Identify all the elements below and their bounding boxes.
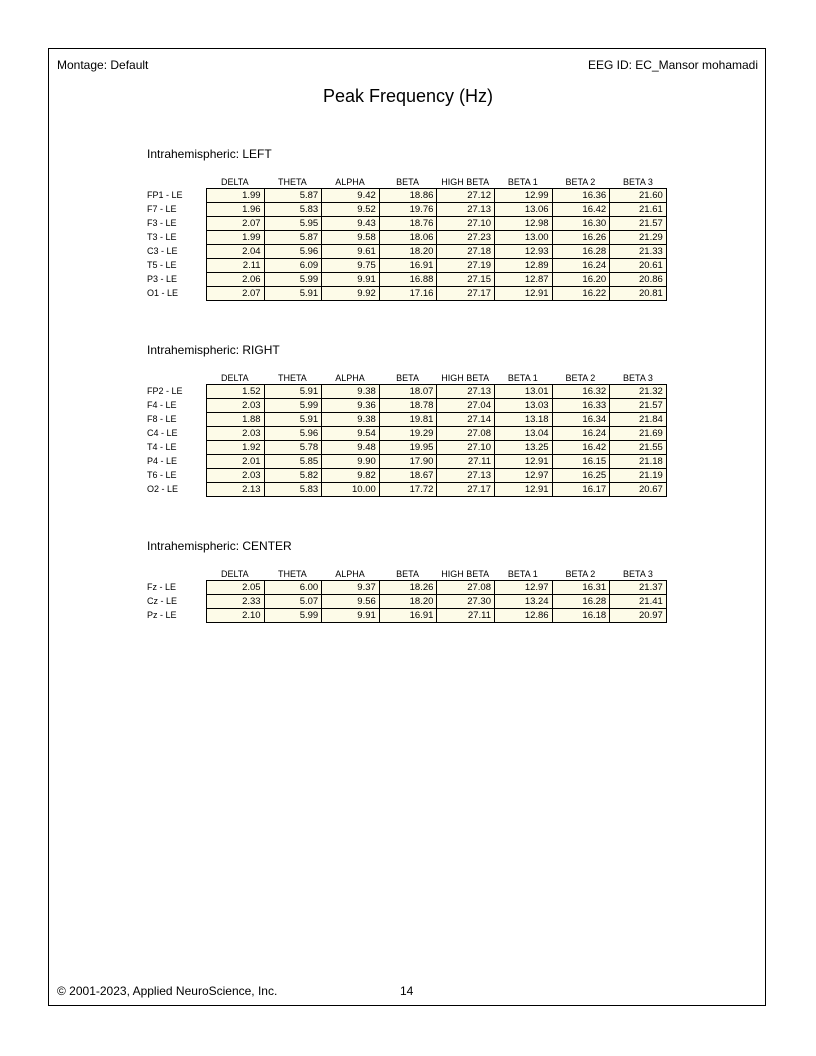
table-row (147, 286, 687, 300)
table-cell: 2.04 (206, 244, 264, 258)
row-label: Cz - LE (147, 596, 178, 606)
table-cell: 9.54 (321, 426, 379, 440)
table-cell: 2.07 (206, 216, 264, 230)
table-cell: 9.56 (321, 594, 379, 608)
table-cell: 9.75 (321, 258, 379, 272)
table-cell: 27.13 (436, 468, 494, 482)
row-label: T5 - LE (147, 260, 177, 270)
column-header: BETA 1 (507, 177, 538, 187)
table-cell: 13.04 (494, 426, 552, 440)
table-cell: 18.67 (379, 468, 437, 482)
column-header: THETA (277, 569, 307, 579)
table-cell: 6.09 (264, 258, 322, 272)
table-cell: 16.28 (552, 244, 610, 258)
table-cell: 18.20 (379, 594, 437, 608)
table-cell: 12.91 (494, 454, 552, 468)
table-cell: 16.36 (552, 188, 610, 202)
table-cell: 19.95 (379, 440, 437, 454)
table-cell: 27.19 (436, 258, 494, 272)
table-cell: 27.18 (436, 244, 494, 258)
table-cell: 27.11 (436, 454, 494, 468)
column-header: THETA (277, 373, 307, 383)
table-row (147, 216, 687, 230)
table-cell: 2.03 (206, 468, 264, 482)
row-label: T3 - LE (147, 232, 177, 242)
table-cell: 5.82 (264, 468, 322, 482)
table-cell: 9.43 (321, 216, 379, 230)
table-cell: 16.32 (552, 384, 610, 398)
row-label: F4 - LE (147, 400, 177, 410)
row-label: F3 - LE (147, 218, 177, 228)
table-cell: 5.99 (264, 608, 322, 623)
table-cell: 21.69 (609, 426, 667, 440)
table-cell: 27.04 (436, 398, 494, 412)
table-cell: 20.97 (609, 608, 667, 623)
column-header: BETA (396, 177, 420, 187)
table-cell: 5.91 (264, 384, 322, 398)
section-left (147, 146, 687, 300)
montage-label: Montage: Default (57, 58, 149, 72)
column-header: BETA (396, 373, 420, 383)
table-row (147, 384, 687, 398)
row-label: P4 - LE (147, 456, 178, 466)
column-header: BETA (396, 569, 420, 579)
table-cell: 16.28 (552, 594, 610, 608)
table-cell: 21.37 (609, 580, 667, 594)
table-cell: 2.06 (206, 272, 264, 286)
section-title: Intrahemispheric: RIGHT (147, 343, 280, 357)
table-cell: 2.03 (206, 398, 264, 412)
data-table (147, 188, 687, 300)
column-headers (147, 372, 687, 384)
table-cell: 9.92 (321, 286, 379, 301)
table-cell: 5.99 (264, 398, 322, 412)
table-cell: 9.37 (321, 580, 379, 594)
table-cell: 5.83 (264, 202, 322, 216)
table-row (147, 580, 687, 594)
table-row (147, 230, 687, 244)
table-cell: 21.18 (609, 454, 667, 468)
table-cell: 9.90 (321, 454, 379, 468)
table-cell: 5.96 (264, 426, 322, 440)
table-cell: 16.20 (552, 272, 610, 286)
table-cell: 5.91 (264, 286, 322, 301)
table-cell: 19.76 (379, 202, 437, 216)
table-cell: 16.15 (552, 454, 610, 468)
table-cell: 9.42 (321, 188, 379, 202)
table-cell: 9.36 (321, 398, 379, 412)
column-header: BETA 3 (623, 177, 653, 187)
table-cell: 16.31 (552, 580, 610, 594)
table-cell: 21.60 (609, 188, 667, 202)
table-cell: 5.78 (264, 440, 322, 454)
column-headers (147, 568, 687, 580)
row-label: C3 - LE (147, 246, 178, 256)
table-cell: 12.87 (494, 272, 552, 286)
data-table (147, 384, 687, 496)
column-header: BETA 2 (565, 569, 596, 579)
column-header: BETA 1 (507, 373, 538, 383)
row-label: C4 - LE (147, 428, 178, 438)
table-cell: 5.83 (264, 482, 322, 497)
table-cell: 16.91 (379, 608, 437, 623)
section-center (147, 538, 687, 622)
table-cell: 5.85 (264, 454, 322, 468)
table-cell: 2.11 (206, 258, 264, 272)
row-label: T4 - LE (147, 442, 177, 452)
table-row (147, 594, 687, 608)
row-label: T6 - LE (147, 470, 177, 480)
table-cell: 16.30 (552, 216, 610, 230)
table-cell: 1.52 (206, 384, 264, 398)
table-cell: 1.96 (206, 202, 264, 216)
table-cell: 17.90 (379, 454, 437, 468)
column-header: BETA 2 (565, 373, 596, 383)
table-cell: 17.16 (379, 286, 437, 301)
table-cell: 2.05 (206, 580, 264, 594)
column-header: ALPHA (335, 569, 365, 579)
column-header: BETA 3 (623, 569, 653, 579)
row-label: P3 - LE (147, 274, 178, 284)
column-header: THETA (277, 177, 307, 187)
column-header: BETA 2 (565, 177, 596, 187)
row-label: FP2 - LE (147, 386, 183, 396)
table-cell: 13.01 (494, 384, 552, 398)
table-cell: 1.92 (206, 440, 264, 454)
table-cell: 12.97 (494, 580, 552, 594)
table-cell: 9.38 (321, 412, 379, 426)
table-cell: 12.91 (494, 482, 552, 497)
page-title: Peak Frequency (Hz) (322, 86, 494, 106)
table-cell: 12.98 (494, 216, 552, 230)
table-cell: 27.08 (436, 426, 494, 440)
copyright-text: © 2001-2023, Applied NeuroScience, Inc. (57, 984, 278, 998)
table-cell: 27.12 (436, 188, 494, 202)
table-cell: 12.99 (494, 188, 552, 202)
row-label: Pz - LE (147, 610, 177, 620)
eeg-id-label: EEG ID: EC_Mansor mohamadi (587, 58, 758, 72)
table-cell: 27.13 (436, 202, 494, 216)
table-cell: 9.61 (321, 244, 379, 258)
table-cell: 20.86 (609, 272, 667, 286)
table-cell: 27.17 (436, 286, 494, 301)
table-cell: 16.24 (552, 258, 610, 272)
column-header: DELTA (220, 569, 249, 579)
table-cell: 21.84 (609, 412, 667, 426)
row-label: Fz - LE (147, 582, 177, 592)
table-row (147, 440, 687, 454)
table-cell: 16.18 (552, 608, 610, 623)
table-cell: 5.87 (264, 230, 322, 244)
table-cell: 6.00 (264, 580, 322, 594)
table-cell: 19.81 (379, 412, 437, 426)
table-cell: 18.07 (379, 384, 437, 398)
table-cell: 1.99 (206, 230, 264, 244)
table-cell: 27.08 (436, 580, 494, 594)
table-cell: 12.97 (494, 468, 552, 482)
table-cell: 10.00 (321, 482, 379, 497)
table-cell: 27.10 (436, 440, 494, 454)
table-cell: 2.03 (206, 426, 264, 440)
table-cell: 19.29 (379, 426, 437, 440)
table-row (147, 608, 687, 622)
table-row (147, 398, 687, 412)
column-header: BETA 1 (507, 569, 538, 579)
table-cell: 21.32 (609, 384, 667, 398)
page-number: 14 (400, 984, 414, 998)
table-cell: 2.13 (206, 482, 264, 497)
table-cell: 13.03 (494, 398, 552, 412)
table-cell: 27.10 (436, 216, 494, 230)
row-label: FP1 - LE (147, 190, 183, 200)
table-cell: 27.17 (436, 482, 494, 497)
table-cell: 16.22 (552, 286, 610, 301)
table-cell: 20.81 (609, 286, 667, 301)
table-cell: 18.86 (379, 188, 437, 202)
column-header: ALPHA (335, 373, 365, 383)
column-headers (147, 176, 687, 188)
table-cell: 21.19 (609, 468, 667, 482)
table-cell: 5.87 (264, 188, 322, 202)
section-right (147, 342, 687, 496)
row-label: F8 - LE (147, 414, 177, 424)
table-cell: 27.13 (436, 384, 494, 398)
table-cell: 13.25 (494, 440, 552, 454)
table-cell: 13.18 (494, 412, 552, 426)
table-cell: 27.15 (436, 272, 494, 286)
table-cell: 16.26 (552, 230, 610, 244)
table-row (147, 482, 687, 496)
table-cell: 20.61 (609, 258, 667, 272)
table-cell: 5.95 (264, 216, 322, 230)
table-cell: 21.41 (609, 594, 667, 608)
table-cell: 16.24 (552, 426, 610, 440)
table-cell: 13.06 (494, 202, 552, 216)
table-cell: 1.99 (206, 188, 264, 202)
column-header: BETA 3 (623, 373, 653, 383)
table-cell: 27.11 (436, 608, 494, 623)
table-cell: 27.14 (436, 412, 494, 426)
column-header: DELTA (220, 177, 249, 187)
column-header: HIGH BETA (441, 373, 490, 383)
table-row (147, 272, 687, 286)
table-cell: 2.10 (206, 608, 264, 623)
section-title: Intrahemispheric: CENTER (147, 539, 292, 553)
table-cell: 18.20 (379, 244, 437, 258)
table-cell: 5.91 (264, 412, 322, 426)
table-cell: 16.88 (379, 272, 437, 286)
table-cell: 12.89 (494, 258, 552, 272)
column-header: HIGH BETA (441, 569, 490, 579)
table-cell: 16.34 (552, 412, 610, 426)
table-cell: 20.67 (609, 482, 667, 497)
column-header: HIGH BETA (441, 177, 490, 187)
table-cell: 13.24 (494, 594, 552, 608)
table-row (147, 188, 687, 202)
table-cell: 21.57 (609, 216, 667, 230)
table-cell: 5.96 (264, 244, 322, 258)
table-cell: 21.55 (609, 440, 667, 454)
table-cell: 9.91 (321, 608, 379, 623)
table-cell: 16.42 (552, 202, 610, 216)
table-cell: 12.91 (494, 286, 552, 301)
table-cell: 5.07 (264, 594, 322, 608)
table-cell: 21.33 (609, 244, 667, 258)
table-cell: 18.26 (379, 580, 437, 594)
table-cell: 5.99 (264, 272, 322, 286)
table-cell: 12.86 (494, 608, 552, 623)
column-header: DELTA (220, 373, 249, 383)
table-cell: 17.72 (379, 482, 437, 497)
table-cell: 16.42 (552, 440, 610, 454)
table-row (147, 202, 687, 216)
table-cell: 2.07 (206, 286, 264, 301)
table-cell: 18.76 (379, 216, 437, 230)
table-cell: 21.61 (609, 202, 667, 216)
table-cell: 18.78 (379, 398, 437, 412)
table-cell: 21.29 (609, 230, 667, 244)
table-row (147, 468, 687, 482)
table-cell: 12.93 (494, 244, 552, 258)
table-cell: 16.25 (552, 468, 610, 482)
table-cell: 2.01 (206, 454, 264, 468)
table-cell: 21.57 (609, 398, 667, 412)
table-row (147, 454, 687, 468)
table-cell: 16.17 (552, 482, 610, 497)
row-label: F7 - LE (147, 204, 177, 214)
table-cell: 9.58 (321, 230, 379, 244)
table-row (147, 412, 687, 426)
table-cell: 9.52 (321, 202, 379, 216)
row-label: O1 - LE (147, 288, 179, 298)
table-row (147, 258, 687, 272)
table-cell: 18.06 (379, 230, 437, 244)
table-cell: 9.38 (321, 384, 379, 398)
table-row (147, 426, 687, 440)
table-row (147, 244, 687, 258)
row-label: O2 - LE (147, 484, 179, 494)
table-cell: 9.48 (321, 440, 379, 454)
data-table (147, 580, 687, 622)
table-cell: 2.33 (206, 594, 264, 608)
column-header: ALPHA (335, 177, 365, 187)
table-cell: 16.91 (379, 258, 437, 272)
table-cell: 1.88 (206, 412, 264, 426)
table-cell: 27.23 (436, 230, 494, 244)
table-cell: 13.00 (494, 230, 552, 244)
table-cell: 9.91 (321, 272, 379, 286)
table-cell: 9.82 (321, 468, 379, 482)
table-cell: 16.33 (552, 398, 610, 412)
section-title: Intrahemispheric: LEFT (147, 147, 272, 161)
table-cell: 27.30 (436, 594, 494, 608)
